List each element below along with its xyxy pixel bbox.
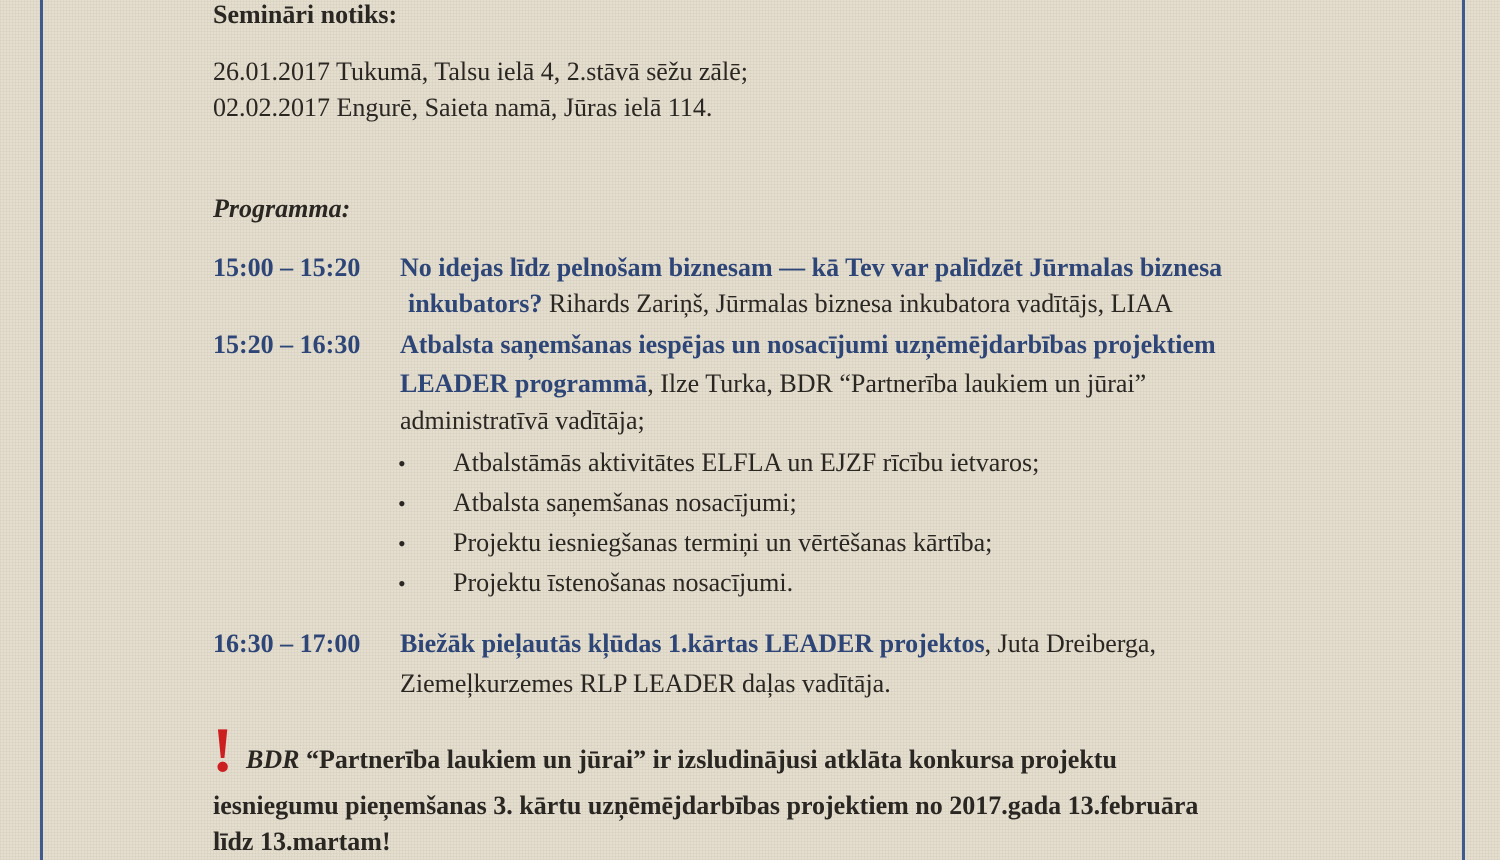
program-item1-title-cont: inkubators? [408, 289, 543, 318]
bullet-text: Atbalstāmās aktivitātes ELFLA un EJZF rīcību ietvaros; [453, 448, 1040, 477]
program-item2-bullet [398, 568, 793, 599]
program-item2-speaker-role: administratīvā vadītāja; [400, 406, 645, 435]
program-item2-details [400, 369, 1146, 399]
program-item3-speaker: , Juta Dreiberga, [984, 629, 1156, 658]
bullet-text: Projektu iesniegšanas termiņi un vērtēšanas kārtība; [453, 528, 993, 557]
program-item2-title: Atbalsta saņemšanas iespējas un nosacījumi uzņēmējdarbības projektiem [400, 330, 1216, 359]
program-item3-details [400, 629, 1156, 659]
notice-org-abbr: BDR [246, 745, 300, 774]
program-item3-time: 16:30 – 17:00 [213, 629, 361, 658]
program-item1-title: No idejas līdz pelnošam biznesam — kā Tev var palīdzēt Jūrmalas biznesa [400, 253, 1223, 282]
seminar-event-tukums: 26.01.2017 Tukumā, Talsu ielā 4, 2.stāvā sēžu zālē; [213, 57, 748, 86]
notice-line-2: iesniegumu pieņemšanas 3. kārtu uzņēmējdarbības projektiem no 2017.gada 13.februāra [213, 791, 1199, 820]
bullet-text: Projektu īstenošanas nosacījumi. [453, 568, 794, 597]
bullet-icon: • [398, 571, 406, 596]
program-item2-title-cont: LEADER programmā [400, 369, 648, 398]
notice-line-3: līdz 13.martam! [213, 827, 391, 856]
bullet-icon: • [398, 491, 406, 516]
exclamation-icon: ! [212, 714, 234, 785]
program-item2-bullet [398, 448, 1039, 479]
bullet-text: Atbalsta saņemšanas nosacījumi; [453, 488, 797, 517]
seminar-heading: Semināri notiks: [213, 0, 398, 29]
notice-line-1 [213, 745, 1117, 775]
notice-line-1-text: “Partnerība laukiem un jūrai” ir izsludinājusi atklāta konkursa projektu [299, 745, 1117, 774]
program-item2-time: 15:20 – 16:30 [213, 330, 361, 359]
program-item1-details [408, 289, 1173, 319]
program-item3-title: Biežāk pieļautās kļūdas 1.kārtas LEADER projektos [400, 629, 985, 658]
bullet-icon: • [398, 531, 406, 556]
program-item2-bullet [398, 528, 992, 559]
program-item2-speaker: , Ilze Turka, BDR “Partnerība laukiem un jūrai” [647, 369, 1147, 398]
bullet-icon: • [398, 451, 406, 476]
program-heading: Programma: [213, 194, 351, 223]
program-item2-bullet [398, 488, 797, 519]
seminar-event-engure: 02.02.2017 Engurē, Saieta namā, Jūras ielā 114. [213, 93, 713, 122]
program-item3-speaker-role: Ziemeļkurzemes RLP LEADER daļas vadītāja. [400, 669, 891, 698]
program-item1-time: 15:00 – 15:20 [213, 253, 361, 282]
program-item1-speaker: Rihards Zariņš, Jūrmalas biznesa inkubatora vadītājs, LIAA [548, 289, 1173, 318]
